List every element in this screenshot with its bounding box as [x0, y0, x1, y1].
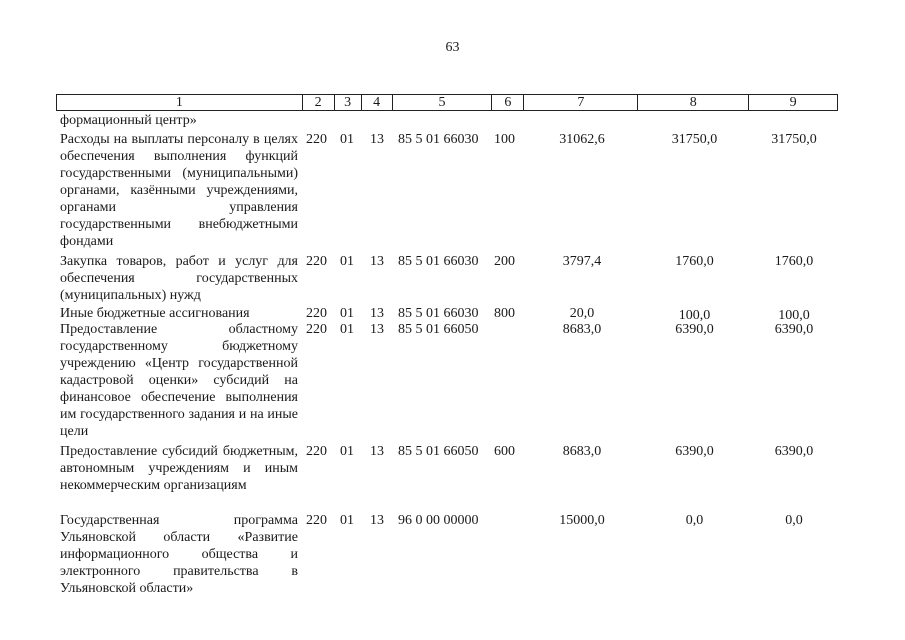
- page-number: 63: [445, 40, 460, 55]
- header-col-5: 5: [393, 95, 493, 110]
- cell-col-9: 0,0: [785, 513, 803, 528]
- cell-col-9: 31750,0: [771, 132, 817, 147]
- row-description: формационный центр»: [60, 113, 197, 128]
- cell-col-9: 100,0: [778, 308, 810, 323]
- cell-col-2: 220: [306, 322, 327, 337]
- cell-col-7: 8683,0: [562, 444, 602, 459]
- header-col-9: 9: [789, 95, 797, 110]
- cell-col-3: 01: [340, 306, 354, 321]
- cell-col-2: 220: [306, 306, 327, 321]
- cell-col-7: 8683,0: [562, 322, 602, 337]
- row-description: Предоставление областному государственному бюджетному учреждению «Центр государственной кадастровой оценки» субсидий на финансовое обеспечение выполнения им государственного задания и на иные цели: [60, 322, 298, 439]
- cell-col-5: 85 5 01 66030: [398, 306, 479, 321]
- cell-col-7: 20,0: [569, 306, 595, 321]
- row-description: Предоставление субсидий бюджетным, автономным учреждениям и иным некоммерческим организациям: [60, 444, 298, 493]
- cell-col-6: 800: [494, 306, 515, 321]
- cell-col-7: 15000,0: [559, 513, 605, 528]
- cell-col-8: 100,0: [678, 308, 711, 323]
- cell-col-4: 13: [370, 444, 384, 459]
- cell-col-5: 85 5 01 66030: [398, 132, 479, 147]
- cell-col-6: 600: [494, 444, 515, 459]
- cell-col-3: 01: [340, 444, 354, 459]
- cell-col-6: 100: [494, 132, 515, 147]
- cell-col-3: 01: [340, 132, 354, 147]
- cell-col-9: 6390,0: [774, 322, 814, 337]
- cell-col-8: 0,0: [685, 513, 704, 528]
- header-col-6: 6: [492, 95, 524, 110]
- header-col-7: 7: [524, 95, 638, 110]
- cell-col-9: 6390,0: [774, 444, 814, 459]
- cell-col-4: 13: [370, 322, 384, 337]
- cell-col-3: 01: [340, 322, 354, 337]
- header-col-2: 2: [303, 95, 335, 110]
- cell-col-2: 220: [306, 132, 327, 147]
- cell-col-4: 13: [370, 254, 384, 269]
- row-description: Иные бюджетные ассигнования: [60, 306, 250, 321]
- header-col-8: 8: [638, 95, 749, 110]
- header-col-1: 1: [57, 95, 303, 110]
- cell-col-7: 31062,6: [559, 132, 605, 147]
- cell-col-8: 31750,0: [671, 132, 718, 147]
- cell-col-8: 6390,0: [675, 444, 714, 459]
- row-description: Закупка товаров, работ и услуг для обеспечения государственных (муниципальных) нужд: [60, 254, 298, 303]
- cell-col-5: 96 0 00 00000: [398, 513, 479, 528]
- cell-col-9: 1760,0: [774, 254, 814, 269]
- row-description: Расходы на выплаты персоналу в целях обеспечения выполнения функций государственными (муниципальными) органами, казёнными учреждениями, органами управления государственными внебюджетными фондами: [60, 132, 298, 249]
- cell-col-5: 85 5 01 66050: [398, 322, 479, 337]
- header-col-3: 3: [335, 95, 362, 110]
- cell-col-7: 3797,4: [562, 254, 602, 269]
- cell-col-8: 6390,0: [675, 322, 714, 337]
- cell-col-5: 85 5 01 66030: [398, 254, 479, 269]
- cell-col-2: 220: [306, 254, 327, 269]
- cell-col-4: 13: [370, 306, 384, 321]
- cell-col-6: 200: [494, 254, 515, 269]
- cell-col-3: 01: [340, 254, 354, 269]
- cell-col-4: 13: [370, 132, 384, 147]
- cell-col-3: 01: [340, 513, 354, 528]
- cell-col-2: 220: [306, 444, 327, 459]
- header-col-4: 4: [362, 95, 393, 110]
- table-header: [56, 94, 838, 111]
- cell-col-2: 220: [306, 513, 327, 528]
- cell-col-4: 13: [370, 513, 384, 528]
- cell-col-8: 1760,0: [675, 254, 714, 269]
- row-description: Государственная программа Ульяновской области «Развитие информационного общества и электронного правительства в Ульяновской области»: [60, 513, 298, 596]
- cell-col-5: 85 5 01 66050: [398, 444, 479, 459]
